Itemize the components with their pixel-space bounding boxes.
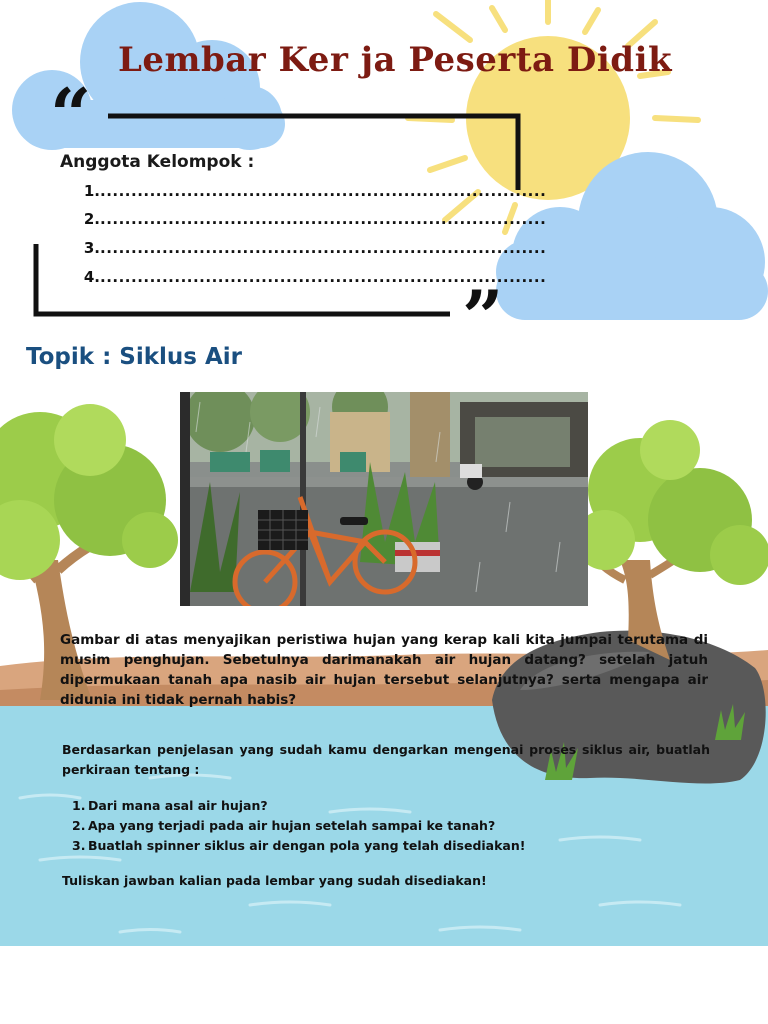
- list-item: [72, 836, 525, 856]
- rain-photo: [180, 392, 588, 606]
- intro-paragraph: Gambar di atas menyajikan peristiwa hujan yang kerap kali kita jumpai terutama di musim penghujan. Sebetulnya darimanakah air hujan datang? setelah jatuh dipermukaan tanah apa nasib air hujan tersebut selanjutnya? serta mengapa air didunia ini tidak pernah habis?: [60, 632, 708, 708]
- topic-heading: Topik : Siklus Air: [26, 344, 243, 370]
- question-number: 1.: [72, 798, 86, 813]
- list-item: [72, 796, 525, 816]
- member-number: 3.: [83, 239, 100, 257]
- closing-instruction: Tuliskan jawban kalian pada lembar yang sudah disediakan!: [62, 873, 487, 888]
- member-number: 2.: [83, 210, 100, 228]
- member-line-2: [78, 210, 546, 228]
- question-text: Dari mana asal air hujan?: [88, 798, 268, 813]
- member-line-1: [78, 182, 546, 200]
- question-list: [72, 796, 525, 856]
- tree-right-icon: [575, 420, 768, 660]
- question-number: 2.: [72, 818, 86, 833]
- open-quote-icon: “: [50, 72, 92, 157]
- member-line-3: [78, 239, 546, 257]
- member-blank: ........................................................................: [100, 182, 547, 200]
- member-number: 1.: [83, 182, 100, 200]
- page-title: Lembar Ker ja Peserta Didik: [117, 40, 673, 80]
- member-blank: ........................................................................: [100, 239, 547, 257]
- member-line-4: [78, 268, 546, 286]
- list-item: [72, 816, 525, 836]
- question-number: 3.: [72, 838, 86, 853]
- instruction-text: Berdasarkan penjelasan yang sudah kamu dengarkan mengenai proses siklus air, buatlah perkiraan tentang :: [62, 742, 710, 777]
- members-heading: Anggota Kelompok :: [60, 152, 255, 172]
- question-text: Apa yang terjadi pada air hujan setelah sampai ke tanah?: [88, 818, 496, 833]
- member-blank: ........................................................................: [100, 268, 547, 286]
- close-quote-icon: ”: [462, 274, 504, 359]
- member-blank: ........................................................................: [100, 210, 547, 228]
- question-text: Buatlah spinner siklus air dengan pola yang telah disediakan!: [88, 838, 526, 853]
- member-number: 4.: [83, 268, 100, 286]
